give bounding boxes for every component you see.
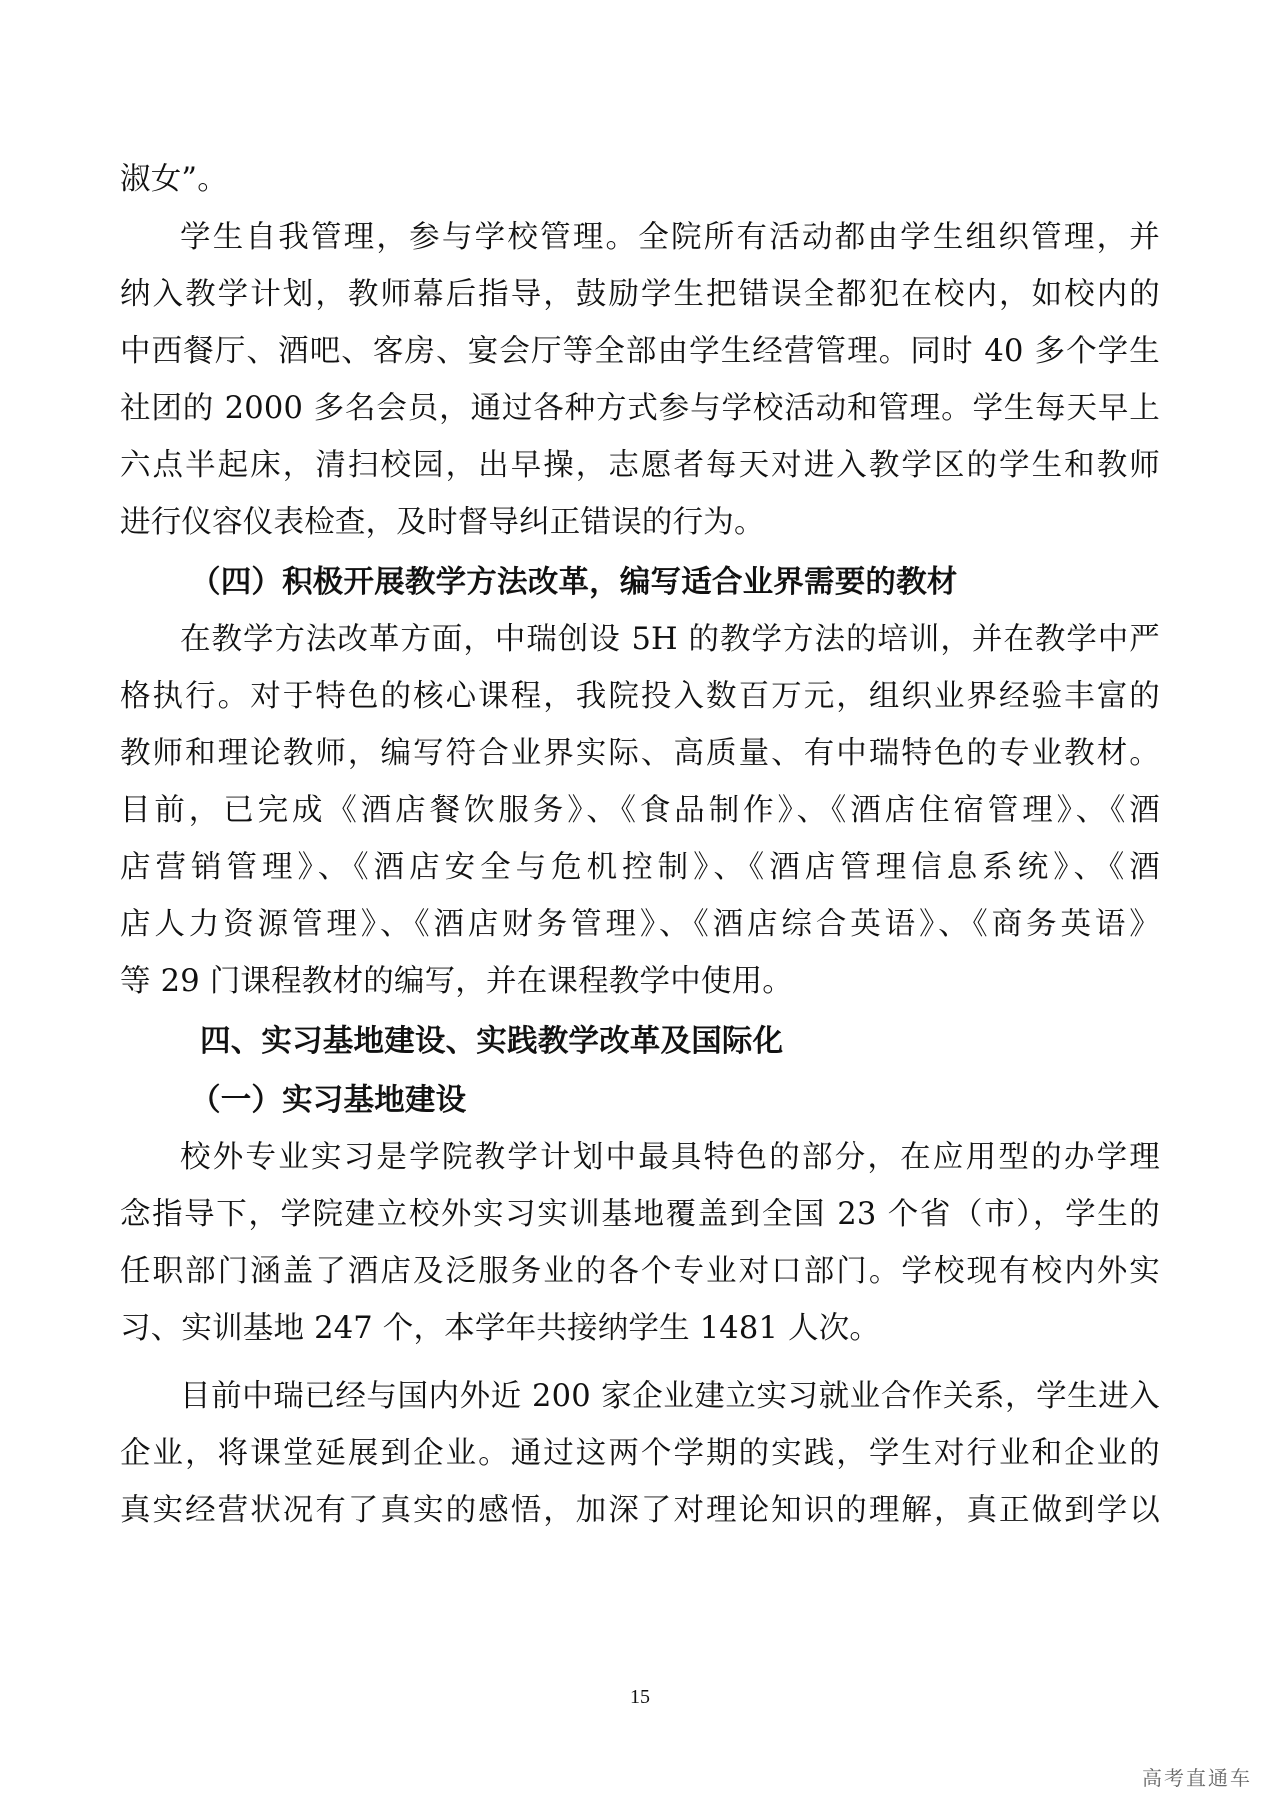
paragraph-line: 纳入教学计划，教师幕后指导，鼓励学生把错误全都犯在校内，如校内的 — [120, 277, 1160, 312]
paragraph-line: 进行仪容仪表检查，及时督导纠正错误的行为。 — [120, 505, 765, 540]
paragraph-line: 任职部门涵盖了酒店及泛服务业的各个专业对口部门。学校现有校内外实 — [120, 1254, 1160, 1289]
paragraph-line: 六点半起床，清扫校园，出早操，志愿者每天对进入教学区的学生和教师 — [120, 448, 1160, 483]
paragraph-line: 校外专业实习是学院教学计划中最具特色的部分，在应用型的办学理 — [180, 1140, 1160, 1175]
paragraph-line: 目前中瑞已经与国内外近 200 家企业建立实习就业合作关系，学生进入 — [180, 1379, 1160, 1414]
paragraph-line: 学生自我管理，参与学校管理。全院所有活动都由学生组织管理，并 — [180, 220, 1160, 255]
paragraph-line: 等 29 门课程教材的编写，并在课程教学中使用。 — [120, 964, 793, 999]
paragraph-line: 社团的 2000 多名会员，通过各种方式参与学校活动和管理。学生每天早上 — [120, 391, 1160, 426]
paragraph-line: 目前，已完成《酒店餐饮服务》、《食品制作》、《酒店住宿管理》、《酒 — [120, 793, 1160, 828]
paragraph-line: 教师和理论教师，编写符合业界实际、高质量、有中瑞特色的专业教材。 — [120, 736, 1160, 771]
chapter-heading: 四、实习基地建设、实践教学改革及国际化 — [200, 1023, 784, 1059]
paragraph-line: 格执行。对于特色的核心课程，我院投入数百万元，组织业界经验丰富的 — [120, 679, 1160, 714]
section-heading: （四）积极开展教学方法改革，编写适合业界需要的教材 — [190, 564, 958, 600]
section-heading: （一）实习基地建设 — [190, 1082, 467, 1118]
paragraph-line: 在教学方法改革方面，中瑞创设 5H 的教学方法的培训，并在教学中严 — [180, 622, 1160, 657]
paragraph-line: 中西餐厅、酒吧、客房、宴会厅等全部由学生经营管理。同时 40 多个学生 — [120, 334, 1160, 369]
paragraph-line: 真实经营状况有了真实的感悟，加深了对理论知识的理解，真正做到学以 — [120, 1493, 1160, 1528]
paragraph-line: 淑女”。 — [120, 162, 228, 197]
paragraph-line: 店营销管理》、《酒店安全与危机控制》、《酒店管理信息系统》、《酒 — [120, 850, 1160, 885]
paragraph-line: 习、实训基地 247 个，本学年共接纳学生 1481 人次。 — [120, 1311, 881, 1346]
page-number: 15 — [630, 1686, 650, 1708]
paragraph-line: 念指导下，学院建立校外实习实训基地覆盖到全国 23 个省（市），学生的 — [120, 1197, 1160, 1232]
paragraph-line: 店人力资源管理》、《酒店财务管理》、《酒店综合英语》、《商务英语》 — [120, 907, 1160, 942]
watermark: 高考直通车 — [1142, 1766, 1252, 1790]
paragraph-line: 企业，将课堂延展到企业。通过这两个学期的实践，学生对行业和企业的 — [120, 1436, 1160, 1471]
